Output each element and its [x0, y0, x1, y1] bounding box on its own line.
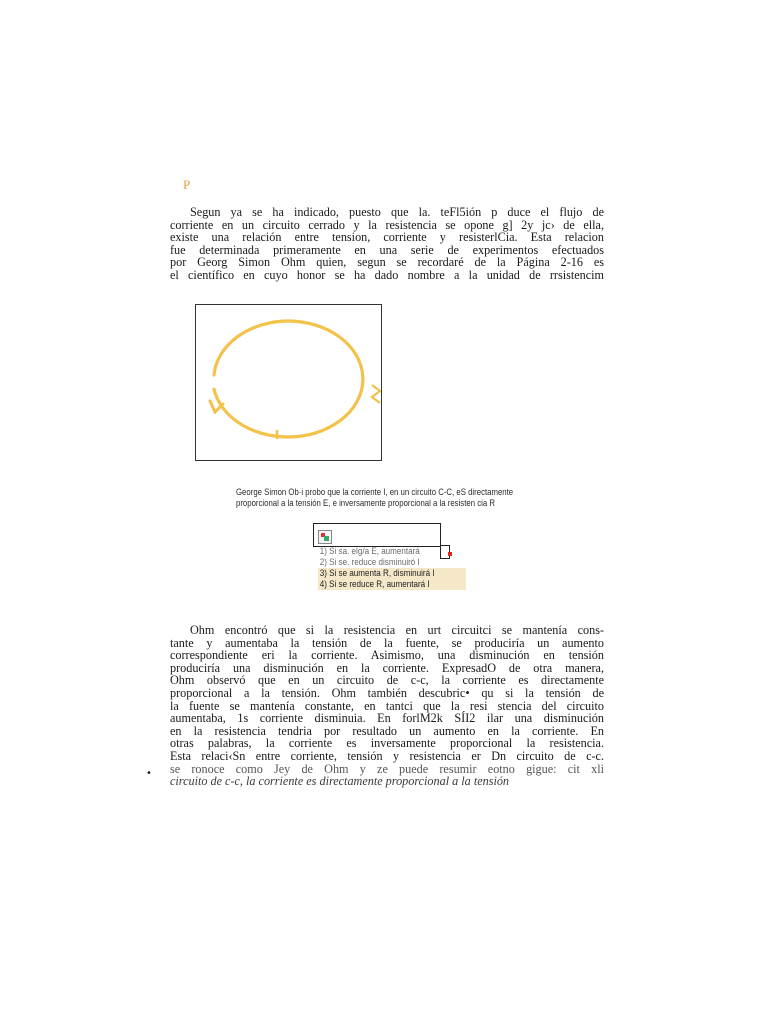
rule-item: 1) Si sa. elg/a E, aumentará [319, 546, 420, 557]
paragraph-ohm-law [170, 624, 604, 788]
text-line: correspondiente eri la corriente. Asimismo, una disminución en tensión [170, 648, 604, 663]
text-line: Esta relaci‹Sn entre corriente, tensión y resistencia er Dn circuito de c-c. [170, 748, 604, 763]
text-line: por Georg Simon Ohm quien, segun se recordaré de la Página 2-16 es [170, 255, 604, 270]
text-line: Ohm observó que en un circuito de c-c, la corriente es directamente [170, 673, 604, 688]
circuit-drawing [196, 305, 381, 460]
circuit-figure [195, 304, 382, 461]
ohm-rules-list [318, 546, 464, 590]
caption-line: proporcional a la tensión E, e inversamente proporcional a la resisten cia R [236, 498, 495, 509]
text-line: existe una relación entre tension, corriente y resisterlCia. Esta relacion [170, 230, 604, 245]
text-line: Segun ya se ha indicado, puesto que la. teFl5ión p duce el flujo de [190, 205, 604, 219]
text-line: otras palabras, la corriente es inversamente proporcional la resistencia. [170, 736, 604, 751]
text-line: se ronoce como Jey de Ohm y ze puede resumir eotno gigue: cit xli [170, 761, 604, 776]
image-frame [313, 523, 441, 547]
text-line: proporcional a la tensión. Ohm también descubric• qu si la tensión de [170, 685, 604, 700]
text-line: fue determinada primeramente en una serie de experimentos efectuados [170, 242, 604, 257]
broken-image-icon [318, 530, 332, 544]
text-line: la fuente se mantenía constante, en tantci que la resi stencia del circuito [170, 698, 604, 713]
text-line: produciría una disminución en la corriente. ExpresadO de otra manera, [170, 660, 604, 675]
text-line: corriente en un circuito cerrado y la resistencia se opone g] 2y jc› de ella, [170, 217, 604, 232]
bullet-marker: • [146, 768, 152, 779]
rule-item: 4) Si se reduce R, aumentará I [318, 579, 466, 590]
text-line: el científico en cuyo honor se ha dado nombre a la unidad de rrsistencim [170, 267, 604, 282]
caption-line: George Simon Ob·i probo que la corriente I, en un circuito C-C, eS directamente [236, 487, 514, 498]
rule-item: 3) Si se aumenta R, disminuirá I [318, 568, 466, 579]
text-line: en la resistencia tendria por resultado un aumento en la corriente. En [170, 723, 604, 738]
paragraph-intro [170, 206, 604, 282]
text-line: tante y aumentaba la tensión de la fuente, se produciría un aumento [170, 635, 604, 650]
page-marker: P [183, 177, 191, 192]
text-line: circuito de c-c, la corriente es directamente proporcional a la tensión [170, 774, 510, 789]
rule-item: 2) Si se. reduce disminuiró I [319, 557, 420, 568]
text-line: aumentaba, 1s corriente disminuia. En forlM2k SÍI2 ilar una disminución [170, 711, 604, 726]
figure-caption [236, 487, 514, 509]
text-line: Ohm encontró que si la resistencia en urt circuitci se mantenía cons- [190, 623, 604, 637]
